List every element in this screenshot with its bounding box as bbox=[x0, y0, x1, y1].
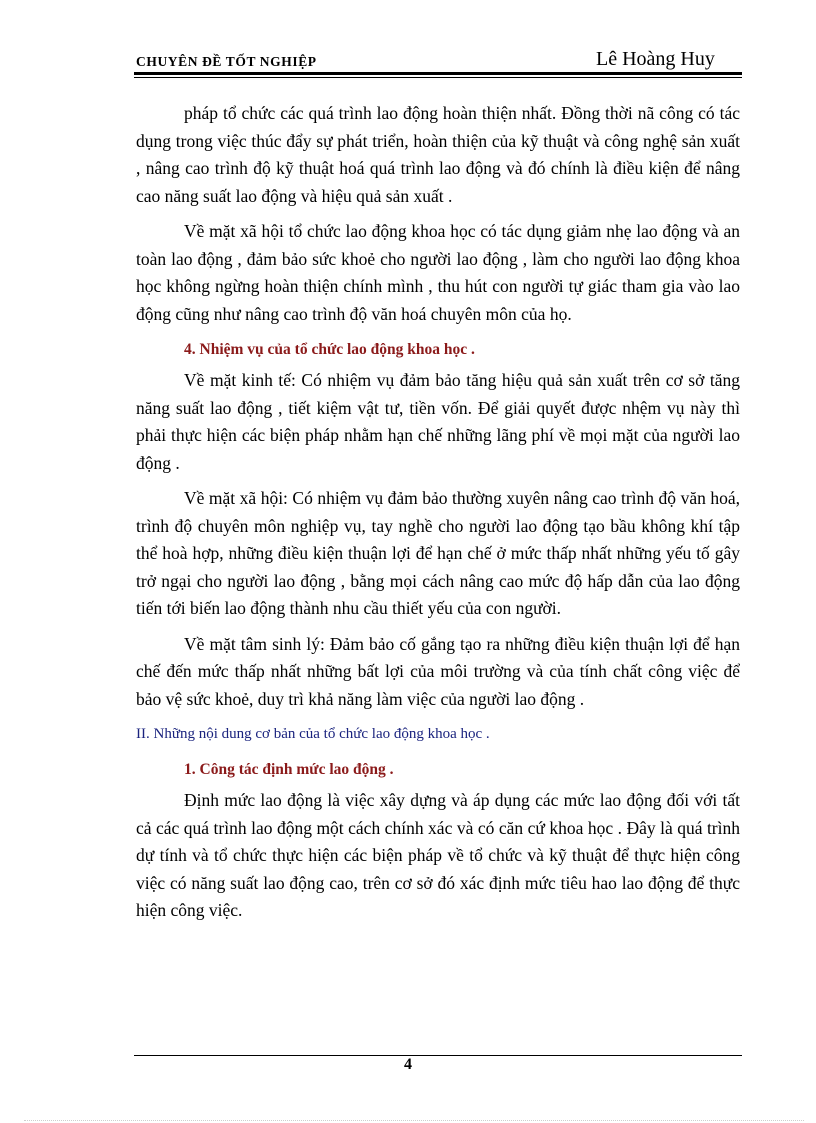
section-heading-4: 4. Nhiệm vụ của tổ chức lao động khoa học . bbox=[184, 341, 475, 358]
paragraph-4: Về mặt xã hội: Có nhiệm vụ đảm bảo thường xuyên nâng cao trình độ văn hoá, trình độ chuyên môn nghiệp vụ, tay nghề cho người lao động tạo bầu không khí tập thể hoà hợp, những điều kiện thuận lợi để hạn chế ở mức thấp nhất những yếu tố gây trở ngại cho người lao động , bằng mọi cách nâng cao mức độ hấp dẫn của lao động tiến tới biến lao động thành nhu cầu thiết yếu của con người. bbox=[136, 488, 740, 618]
paragraph-5: Về mặt tâm sinh lý: Đảm bảo cố gắng tạo ra những điều kiện thuận lợi để hạn chế đến mức thấp nhất những bất lợi của môi trường và của tính chất công việc để bảo vệ sức khoẻ, duy trì khả năng làm việc của người lao động . bbox=[136, 633, 740, 709]
page-number: 4 bbox=[404, 1056, 412, 1073]
paragraph-6: Định mức lao động là việc xây dựng và áp dụng các mức lao động đối với tất cả các quá trình lao động một cách chính xác và có căn cứ khoa học . Đây là quá trình dự tính và tổ chức thực hiện các biện pháp về tổ chức và kỹ thuật để thực hiện công việc có năng suất lao động cao, trên cơ sở đó xác định mức tiêu hao lao động để thực hiện công việc. bbox=[136, 790, 740, 920]
page-edge-divider bbox=[24, 1120, 804, 1121]
chapter-heading-II: II. Những nội dung cơ bản của tổ chức lao động khoa học . bbox=[136, 726, 490, 742]
header-rule-thick bbox=[134, 72, 742, 75]
header-document-type: CHUYÊN ĐỀ TỐT NGHIỆP bbox=[136, 54, 317, 69]
paragraph-3: Về mặt kinh tế: Có nhiệm vụ đảm bảo tăng hiệu quả sản xuất trên cơ sở tăng năng suất lao động , tiết kiệm vật tư, tiền vốn. Để giải quyết được nhệm vụ này thì phải thực hiện các biện pháp nhằm hạn chế những lãng phí về mọi mặt của người lao động . bbox=[136, 370, 740, 473]
paragraph-1: pháp tổ chức các quá trình lao động hoàn thiện nhất. Đồng thời nã công có tác dụng trong việc thúc đẩy sự phát triển, hoàn thiện của kỹ thuật và công nghệ sản xuất , nâng cao trình độ kỹ thuật hoá quá trình lao động và đó chính là điều kiện để nâng cao năng suất lao động và hiệu quả sản xuất . bbox=[136, 103, 740, 206]
section-heading-1: 1. Công tác định mức lao động . bbox=[184, 761, 394, 778]
header-rule-thin bbox=[134, 77, 742, 78]
document-body bbox=[136, 100, 740, 933]
header-author: Lê Hoàng Huy bbox=[596, 48, 715, 70]
paragraph-2: Về mặt xã hội tổ chức lao động khoa học có tác dụng giảm nhẹ lao động và an toàn lao động , đảm bảo sức khoẻ cho người lao động , làm cho người lao động khoa học không ngừng hoàn thiện chính mình , thu hút con người tự giác tham gia vào lao động cũng như nâng cao trình độ văn hoá chuyên môn của họ. bbox=[136, 221, 740, 324]
